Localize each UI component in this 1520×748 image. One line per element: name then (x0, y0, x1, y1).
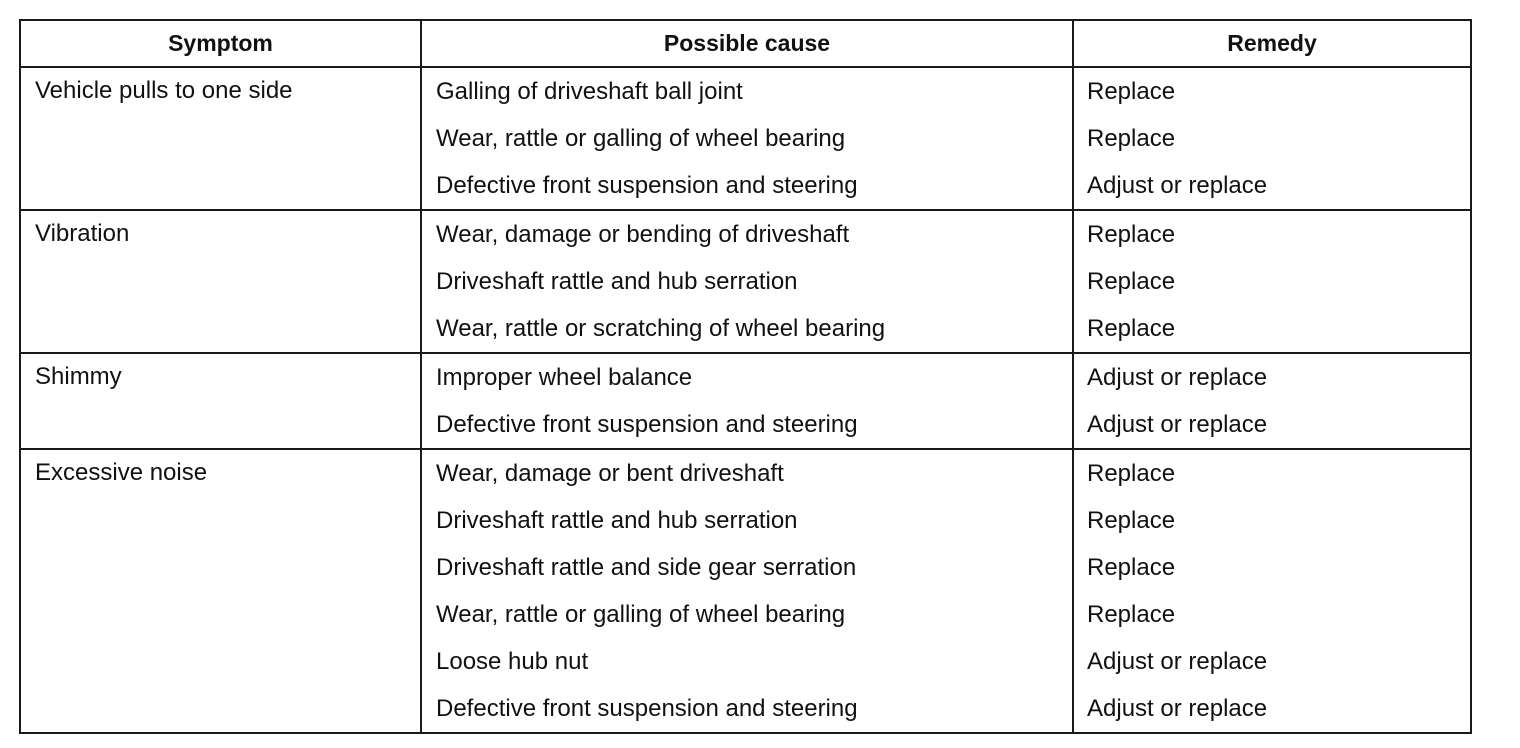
remedy-item: Replace (1087, 601, 1176, 628)
cause-cell (421, 210, 1073, 353)
header-row (20, 20, 1471, 67)
remedy-item: Adjust or replace (1087, 648, 1268, 675)
remedy-item: Replace (1087, 507, 1176, 534)
table-row (20, 353, 1471, 449)
symptom-cell: Shimmy (20, 353, 421, 449)
remedy-cell (1073, 449, 1471, 733)
cause-item: Wear, damage or bending of driveshaft (436, 221, 850, 248)
cause-item: Defective front suspension and steering (436, 172, 858, 199)
cause-item: Defective front suspension and steering (436, 411, 858, 438)
remedy-cell (1073, 210, 1471, 353)
remedy-item: Replace (1087, 554, 1176, 581)
remedy-item: Replace (1087, 460, 1176, 487)
cause-item: Driveshaft rattle and hub serration (436, 507, 798, 534)
cause-cell (421, 67, 1073, 210)
cause-item: Galling of driveshaft ball joint (436, 78, 743, 105)
cause-cell (421, 353, 1073, 449)
cause-item: Wear, rattle or scratching of wheel bearing (436, 315, 886, 342)
remedy-item: Adjust or replace (1087, 172, 1268, 199)
cause-item: Wear, rattle or galling of wheel bearing (436, 601, 846, 628)
cause-cell (421, 449, 1073, 733)
cause-item: Driveshaft rattle and hub serration (436, 268, 798, 295)
symptom-cell: Excessive noise (20, 449, 421, 733)
remedy-item: Adjust or replace (1087, 695, 1268, 722)
symptom-cell: Vehicle pulls to one side (20, 67, 421, 210)
cause-item: Loose hub nut (436, 648, 589, 675)
remedy-item: Replace (1087, 78, 1176, 105)
table-row (20, 210, 1471, 353)
header-remedy: Remedy (1073, 20, 1471, 67)
cause-item: Wear, rattle or galling of wheel bearing (436, 125, 846, 152)
remedy-item: Replace (1087, 221, 1176, 248)
remedy-cell (1073, 353, 1471, 449)
cause-item: Improper wheel balance (436, 364, 693, 391)
table-row (20, 67, 1471, 210)
remedy-item: Adjust or replace (1087, 364, 1268, 391)
cause-item: Defective front suspension and steering (436, 695, 858, 722)
cause-item: Wear, damage or bent driveshaft (436, 460, 784, 487)
remedy-item: Replace (1087, 125, 1176, 152)
remedy-cell (1073, 67, 1471, 210)
table-row (20, 449, 1471, 733)
remedy-item: Adjust or replace (1087, 411, 1268, 438)
remedy-item: Replace (1087, 315, 1176, 342)
header-symptom: Symptom (20, 20, 421, 67)
symptom-cell: Vibration (20, 210, 421, 353)
header-possible-cause: Possible cause (421, 20, 1073, 67)
remedy-item: Replace (1087, 268, 1176, 295)
cause-item: Driveshaft rattle and side gear serration (436, 554, 857, 581)
troubleshooting-table-container (19, 19, 1470, 734)
troubleshooting-table (19, 19, 1472, 734)
